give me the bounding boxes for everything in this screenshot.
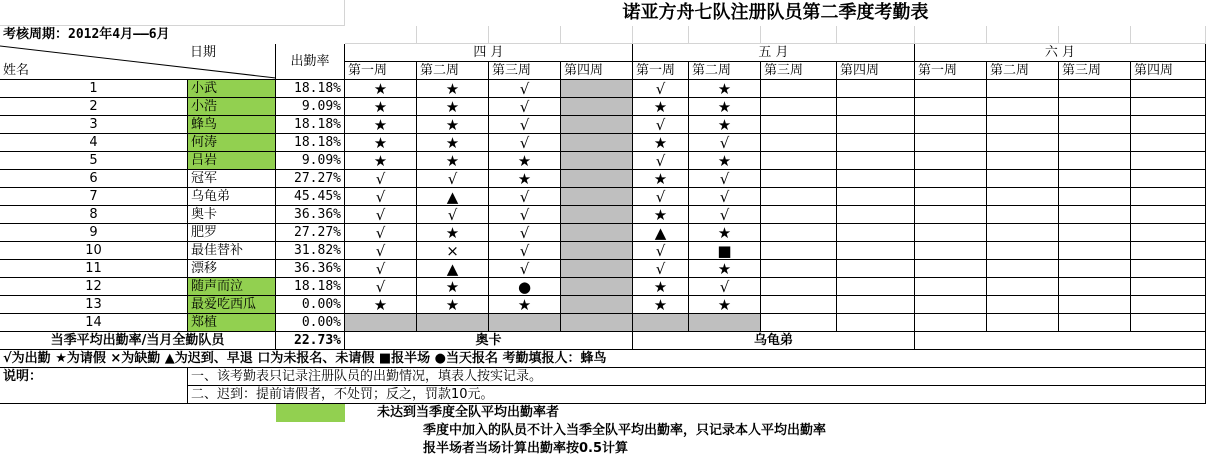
week-header: 第三周 [489, 62, 561, 80]
attendance-mark [561, 134, 633, 152]
attendance-mark [915, 242, 987, 260]
attendance-rate: 18.18% [276, 134, 345, 152]
attendance-mark: √ [489, 224, 561, 242]
sheet-title: 诺亚方舟七队注册队员第二季度考勤表 [622, 2, 929, 23]
row-number: 11 [0, 260, 188, 278]
attendance-mark [761, 206, 837, 224]
attendance-mark: ★ [345, 152, 417, 170]
attendance-mark [837, 188, 915, 206]
june-full-attendance [915, 332, 1206, 350]
week-header: 第二周 [689, 62, 761, 80]
attendance-mark [1131, 314, 1206, 332]
attendance-mark [561, 170, 633, 188]
attendance-mark [1131, 170, 1206, 188]
attendance-mark [1059, 278, 1131, 296]
attendance-mark: ★ [345, 296, 417, 314]
april-full-attendance: 奥卡 [345, 332, 633, 350]
attendance-mark [561, 260, 633, 278]
attendance-mark [1131, 278, 1206, 296]
attendance-mark [915, 278, 987, 296]
attendance-mark [761, 260, 837, 278]
empty-cell [489, 26, 561, 44]
week-header: 第一周 [915, 62, 987, 80]
attendance-mark [987, 80, 1059, 98]
attendance-mark: √ [633, 80, 689, 98]
member-name: 最爱吃西瓜 [188, 296, 276, 314]
summary-label: 当季平均出勤率/当月全勤队员 [0, 332, 276, 350]
attendance-mark [1131, 206, 1206, 224]
attendance-mark: √ [689, 278, 761, 296]
attendance-mark [1059, 260, 1131, 278]
attendance-mark: √ [345, 242, 417, 260]
attendance-mark [561, 296, 633, 314]
attendance-mark [987, 152, 1059, 170]
note-line: 二、迟到：提前请假者，不处罚；反之，罚款10元。 [188, 386, 1206, 404]
row-number: 1 [0, 80, 188, 98]
row-number: 4 [0, 134, 188, 152]
attendance-mark [1059, 206, 1131, 224]
attendance-mark: √ [489, 98, 561, 116]
diagonal-line [0, 44, 276, 80]
attendance-mark: ★ [689, 224, 761, 242]
attendance-mark: √ [345, 224, 417, 242]
attendance-mark [1059, 224, 1131, 242]
attendance-mark [915, 98, 987, 116]
row-number: 13 [0, 296, 188, 314]
attendance-mark [561, 80, 633, 98]
attendance-mark [761, 278, 837, 296]
attendance-mark: ★ [633, 206, 689, 224]
member-name: 何涛 [188, 134, 276, 152]
attendance-mark [761, 170, 837, 188]
attendance-mark: ▲ [633, 224, 689, 242]
week-header: 第一周 [633, 62, 689, 80]
attendance-mark: √ [633, 152, 689, 170]
attendance-mark [1059, 314, 1131, 332]
attendance-mark [417, 314, 489, 332]
attendance-mark [987, 224, 1059, 242]
empty-cell [987, 26, 1059, 44]
attendance-mark [987, 188, 1059, 206]
attendance-mark [1131, 242, 1206, 260]
attendance-rate: 27.27% [276, 170, 345, 188]
attendance-rate: 36.36% [276, 206, 345, 224]
attendance-mark [837, 152, 915, 170]
empty-cell [417, 26, 489, 44]
attendance-mark [633, 314, 689, 332]
attendance-mark: √ [633, 242, 689, 260]
attendance-mark [761, 80, 837, 98]
attendance-mark [837, 314, 915, 332]
attendance-mark [1131, 260, 1206, 278]
row-number: 9 [0, 224, 188, 242]
attendance-mark [987, 314, 1059, 332]
attendance-mark: √ [489, 116, 561, 134]
attendance-mark [987, 170, 1059, 188]
attendance-mark [1059, 98, 1131, 116]
attendance-mark: ■ [689, 242, 761, 260]
attendance-mark [1131, 134, 1206, 152]
attendance-mark: ★ [489, 170, 561, 188]
attendance-mark [1131, 224, 1206, 242]
attendance-mark: √ [345, 206, 417, 224]
summary-avg-rate: 22.73% [276, 332, 345, 350]
member-name: 最佳替补 [188, 242, 276, 260]
member-name: 小浩 [188, 98, 276, 116]
attendance-mark [1059, 296, 1131, 314]
week-header: 第三周 [1059, 62, 1131, 80]
attendance-mark [561, 242, 633, 260]
empty-cell [345, 26, 417, 44]
row-number: 14 [0, 314, 188, 332]
attendance-mark: ▲ [417, 188, 489, 206]
attendance-mark [561, 314, 633, 332]
attendance-mark: ★ [633, 278, 689, 296]
attendance-mark: √ [489, 206, 561, 224]
attendance-mark: √ [489, 242, 561, 260]
week-header: 第二周 [417, 62, 489, 80]
attendance-mark [915, 314, 987, 332]
attendance-mark [761, 314, 837, 332]
attendance-mark: √ [689, 188, 761, 206]
attendance-mark: √ [417, 170, 489, 188]
attendance-mark [915, 134, 987, 152]
row-number: 5 [0, 152, 188, 170]
attendance-mark [837, 170, 915, 188]
attendance-mark: ★ [417, 80, 489, 98]
attendance-mark [987, 242, 1059, 260]
attendance-mark: ★ [489, 152, 561, 170]
attendance-mark [1059, 152, 1131, 170]
attendance-mark [761, 296, 837, 314]
attendance-mark [837, 98, 915, 116]
footnote: 季度中加入的队员不计入当季全队平均出勤率，只记录本人平均出勤率 [423, 423, 827, 438]
attendance-mark [1059, 80, 1131, 98]
attendance-mark [761, 242, 837, 260]
attendance-mark: ★ [689, 98, 761, 116]
attendance-mark [761, 98, 837, 116]
row-number: 6 [0, 170, 188, 188]
attendance-mark [915, 80, 987, 98]
row-number: 8 [0, 206, 188, 224]
attendance-mark: ★ [345, 98, 417, 116]
attendance-mark: × [417, 242, 489, 260]
attendance-mark: ★ [345, 80, 417, 98]
footnote: 未达到当季度全队平均出勤率者 [377, 405, 560, 420]
note-line: 一、该考勤表只记录注册队员的出勤情况，填表人按实记录。 [188, 368, 1206, 386]
attendance-mark: ★ [489, 296, 561, 314]
month-header: 四 月 [345, 44, 633, 62]
period-label: 考核周期：2012年4月——6月 [3, 27, 170, 42]
empty-cell [1059, 26, 1131, 44]
header-name: 姓名 [3, 63, 30, 78]
attendance-mark [761, 116, 837, 134]
attendance-mark [837, 278, 915, 296]
attendance-mark: ★ [633, 296, 689, 314]
attendance-mark [561, 206, 633, 224]
attendance-rate: 0.00% [276, 314, 345, 332]
attendance-rate: 9.09% [276, 98, 345, 116]
week-header: 第四周 [837, 62, 915, 80]
attendance-mark: √ [345, 188, 417, 206]
attendance-mark: ★ [417, 152, 489, 170]
attendance-mark [561, 98, 633, 116]
may-full-attendance: 乌龟弟 [633, 332, 915, 350]
attendance-mark [837, 296, 915, 314]
attendance-rate: 0.00% [276, 296, 345, 314]
attendance-rate: 9.09% [276, 152, 345, 170]
attendance-mark [1131, 188, 1206, 206]
member-name: 吕岩 [188, 152, 276, 170]
empty-cell [633, 26, 689, 44]
row-number: 2 [0, 98, 188, 116]
attendance-mark [987, 116, 1059, 134]
attendance-mark: ★ [633, 170, 689, 188]
legend: √为出勤 ★为请假 ×为缺勤 ▲为迟到、早退 口为未报名、未请假 ■报半场 ●当天报名 考勤填报人：蜂鸟 [0, 350, 1206, 368]
month-header: 五 月 [633, 44, 915, 62]
attendance-mark [1059, 170, 1131, 188]
legend-green-swatch [276, 404, 345, 422]
empty-cell [837, 26, 915, 44]
empty-cell [915, 26, 987, 44]
attendance-mark [761, 134, 837, 152]
notes-label: 说明： [0, 368, 188, 404]
header-date: 日期 [190, 45, 217, 60]
attendance-mark [837, 134, 915, 152]
row-number: 7 [0, 188, 188, 206]
empty-cell [1131, 26, 1206, 44]
attendance-mark [1059, 188, 1131, 206]
attendance-mark [761, 224, 837, 242]
attendance-mark [837, 242, 915, 260]
member-name: 随声而泣 [188, 278, 276, 296]
attendance-mark [761, 152, 837, 170]
attendance-mark [915, 116, 987, 134]
attendance-mark: ★ [417, 224, 489, 242]
attendance-mark: √ [345, 170, 417, 188]
attendance-mark: √ [417, 206, 489, 224]
attendance-mark: ★ [689, 152, 761, 170]
attendance-mark: √ [345, 260, 417, 278]
footnote: 报半场者当场计算出勤率按0.5计算 [423, 441, 629, 456]
member-name: 小武 [188, 80, 276, 98]
attendance-mark: ★ [345, 116, 417, 134]
attendance-mark [1131, 296, 1206, 314]
row-number: 3 [0, 116, 188, 134]
member-name: 漂移 [188, 260, 276, 278]
attendance-mark [561, 278, 633, 296]
attendance-mark: ★ [689, 260, 761, 278]
attendance-mark [987, 260, 1059, 278]
attendance-mark [987, 98, 1059, 116]
month-header: 六 月 [915, 44, 1206, 62]
week-header: 第二周 [987, 62, 1059, 80]
attendance-mark [915, 296, 987, 314]
attendance-mark [987, 278, 1059, 296]
attendance-mark [915, 206, 987, 224]
attendance-mark: √ [633, 188, 689, 206]
attendance-mark: √ [489, 134, 561, 152]
attendance-mark: ★ [417, 98, 489, 116]
attendance-mark: ★ [689, 80, 761, 98]
attendance-mark: ★ [689, 296, 761, 314]
attendance-mark [987, 134, 1059, 152]
member-name: 蜂鸟 [188, 116, 276, 134]
week-header: 第三周 [761, 62, 837, 80]
attendance-rate: 45.45% [276, 188, 345, 206]
attendance-mark: ★ [417, 278, 489, 296]
empty-cell [0, 0, 345, 26]
attendance-mark [1131, 98, 1206, 116]
attendance-mark [1059, 116, 1131, 134]
attendance-mark [1131, 80, 1206, 98]
attendance-mark [987, 206, 1059, 224]
attendance-mark: √ [489, 188, 561, 206]
empty-cell [761, 26, 837, 44]
attendance-mark: √ [345, 278, 417, 296]
member-name: 郑植 [188, 314, 276, 332]
attendance-mark: ★ [345, 134, 417, 152]
header-corner [0, 44, 276, 80]
attendance-mark: √ [489, 80, 561, 98]
attendance-mark [1059, 242, 1131, 260]
attendance-mark: √ [489, 260, 561, 278]
attendance-mark [837, 224, 915, 242]
attendance-mark [561, 188, 633, 206]
header-attendance-rate: 出勤率 [276, 44, 345, 80]
attendance-mark: √ [689, 206, 761, 224]
empty-cell [689, 26, 761, 44]
attendance-mark [561, 116, 633, 134]
attendance-mark [915, 224, 987, 242]
attendance-mark: ★ [689, 116, 761, 134]
empty-cell [561, 26, 633, 44]
attendance-rate: 31.82% [276, 242, 345, 260]
attendance-mark [987, 296, 1059, 314]
attendance-mark: ★ [417, 296, 489, 314]
attendance-mark [915, 152, 987, 170]
week-header: 第一周 [345, 62, 417, 80]
attendance-mark [837, 260, 915, 278]
attendance-rate: 36.36% [276, 260, 345, 278]
attendance-mark [915, 188, 987, 206]
attendance-rate: 18.18% [276, 116, 345, 134]
attendance-mark [837, 206, 915, 224]
attendance-mark [689, 314, 761, 332]
member-name: 乌龟弟 [188, 188, 276, 206]
attendance-mark: ★ [633, 98, 689, 116]
attendance-mark [561, 152, 633, 170]
attendance-mark: ▲ [417, 260, 489, 278]
attendance-mark: √ [633, 116, 689, 134]
member-name: 冠军 [188, 170, 276, 188]
attendance-mark: ★ [633, 134, 689, 152]
attendance-mark [489, 314, 561, 332]
attendance-mark: ● [489, 278, 561, 296]
attendance-mark [1131, 152, 1206, 170]
attendance-mark [561, 224, 633, 242]
member-name: 奥卡 [188, 206, 276, 224]
attendance-mark [837, 116, 915, 134]
attendance-mark: √ [633, 260, 689, 278]
attendance-rate: 27.27% [276, 224, 345, 242]
member-name: 肥罗 [188, 224, 276, 242]
attendance-mark [915, 170, 987, 188]
week-header: 第四周 [1131, 62, 1206, 80]
row-number: 12 [0, 278, 188, 296]
attendance-mark [915, 260, 987, 278]
attendance-mark [1059, 134, 1131, 152]
attendance-mark: √ [689, 134, 761, 152]
attendance-mark [761, 188, 837, 206]
attendance-mark: ★ [417, 116, 489, 134]
row-number: 10 [0, 242, 188, 260]
week-header: 第四周 [561, 62, 633, 80]
attendance-mark: √ [689, 170, 761, 188]
attendance-mark [1131, 116, 1206, 134]
attendance-mark: ★ [417, 134, 489, 152]
attendance-rate: 18.18% [276, 80, 345, 98]
attendance-mark [345, 314, 417, 332]
attendance-rate: 18.18% [276, 278, 345, 296]
attendance-mark [837, 80, 915, 98]
